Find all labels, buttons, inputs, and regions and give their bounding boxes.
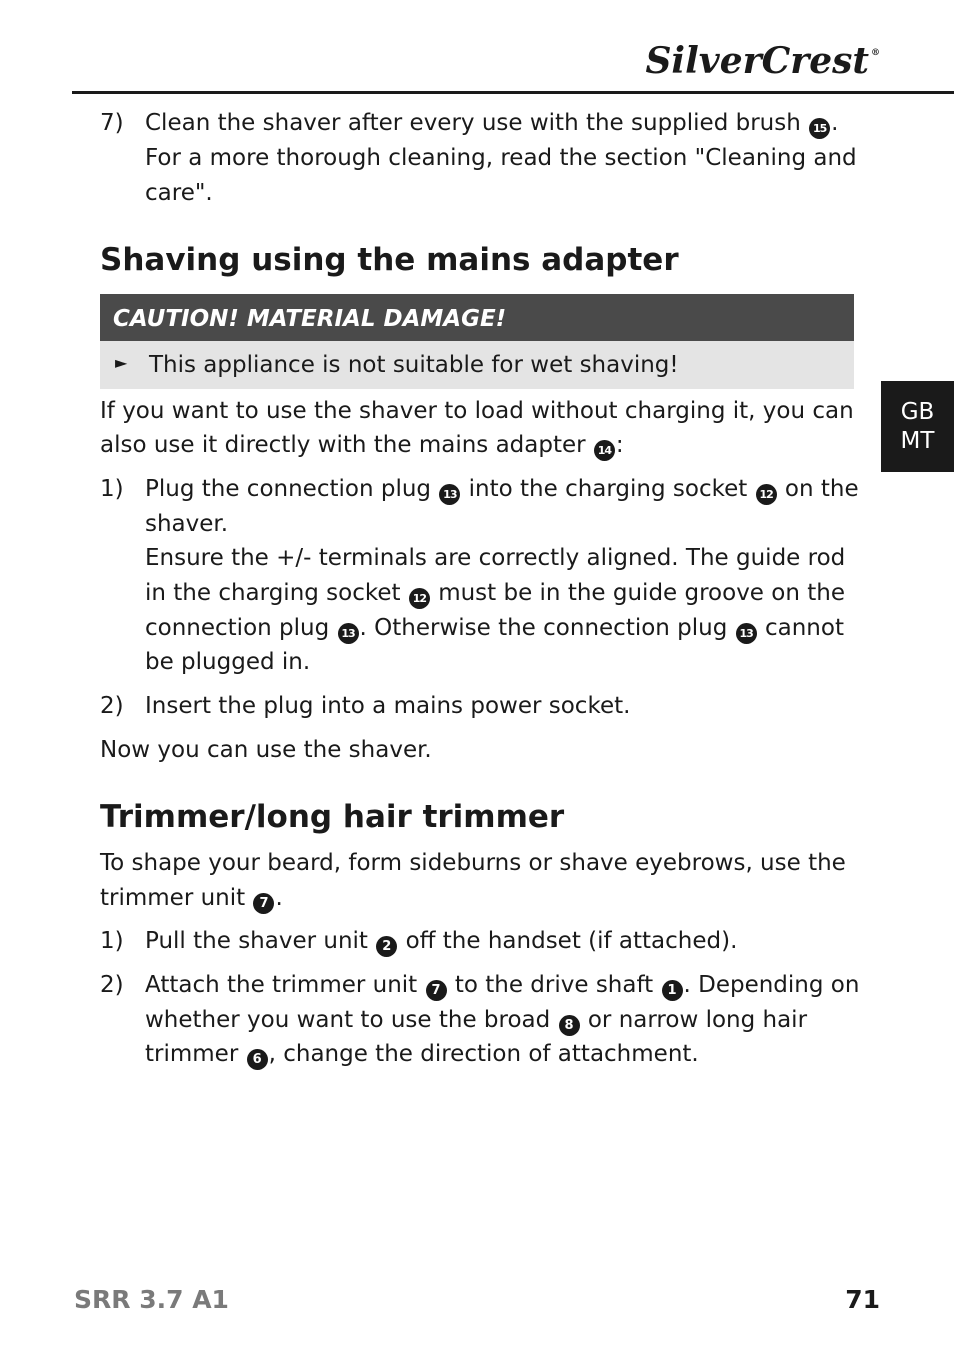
text: whether you want to use the broad [145, 1007, 551, 1033]
caution-heading: CAUTION! MATERIAL DAMAGE! [100, 294, 854, 341]
reference-number-badge: 7 [253, 893, 274, 914]
text: cannot [764, 615, 844, 641]
s1-step1-line2: shaver. [145, 511, 229, 537]
text: trimmer [145, 1041, 239, 1067]
section2-intro-line2 [100, 881, 283, 916]
text: . Depending on [683, 972, 860, 998]
step7-punct: . [831, 110, 839, 136]
step-number: 1) [100, 476, 124, 502]
step7-line3: care". [145, 180, 213, 206]
reference-number-badge: 2 [376, 936, 397, 957]
step7-line2: For a more thorough cleaning, read the section "Cleaning and [145, 145, 857, 171]
reference-number-badge: 13 [736, 623, 757, 644]
reference-number-badge: 13 [338, 623, 359, 644]
s1-step1-line4 [145, 576, 845, 611]
brand-name-part1: Silver [645, 40, 762, 82]
section1-intro-line1: If you want to use the shaver to load without charging it, you can [100, 398, 854, 424]
section1-intro-line2 [100, 428, 624, 463]
s1-step1-line3: Ensure the +/- terminals are correctly aligned. The guide rod [145, 545, 846, 571]
text: trimmer unit [100, 885, 246, 911]
registered-mark: ® [871, 48, 880, 58]
reference-number-badge: 12 [756, 484, 777, 505]
s1-step2-text: Insert the plug into a mains power socket. [145, 693, 631, 719]
s2-step2-line2 [145, 1003, 807, 1038]
text: on the [784, 476, 859, 502]
reference-number-badge: 14 [594, 440, 615, 461]
reference-number-badge: 1 [662, 980, 683, 1001]
text: , change the direction of attachment. [268, 1041, 699, 1067]
text: Attach the trimmer unit [145, 972, 418, 998]
text: . [275, 885, 283, 911]
caution-text: This appliance is not suitable for wet shaving! [149, 352, 679, 378]
step-number: 2) [100, 693, 124, 719]
step-number: 1) [100, 928, 124, 954]
s1-step1-line5 [145, 611, 844, 646]
text: off the handset (if attached). [405, 928, 738, 954]
brand-logo [645, 40, 880, 82]
step-number: 7) [100, 110, 124, 136]
page-number: 71 [845, 1285, 880, 1314]
reference-number-badge: 6 [247, 1049, 268, 1070]
reference-number-badge: 8 [559, 1015, 580, 1036]
s1-step1-line1 [145, 472, 859, 507]
text: connection plug [145, 615, 330, 641]
s2-step1-line [145, 924, 737, 959]
caution-body [100, 341, 854, 389]
text: in the charging socket [145, 580, 401, 606]
text: to the drive shaft [454, 972, 654, 998]
reference-number-badge: 12 [409, 588, 430, 609]
section-heading-mains-adapter: Shaving using the mains adapter [100, 242, 679, 278]
s1-step1-line6: be plugged in. [145, 649, 311, 675]
text: must be in the guide groove on the [438, 580, 845, 606]
intro-punct: : [615, 432, 624, 458]
step7-line1 [145, 106, 838, 141]
reference-number-badge: 15 [809, 118, 830, 139]
s2-step2-line1 [145, 968, 859, 1003]
language-tab-line1: GB [900, 399, 935, 425]
text: . Otherwise the connection plug [359, 615, 728, 641]
step7-text: Clean the shaver after every use with the supplied brush [145, 110, 801, 136]
language-tab-line2: MT [900, 428, 935, 454]
section1-outro: Now you can use the shaver. [100, 737, 432, 763]
section-heading-trimmer: Trimmer/long hair trimmer [100, 799, 565, 835]
section2-intro-line1: To shape your beard, form sideburns or shave eyebrows, use the [100, 850, 846, 876]
text: into the charging socket [468, 476, 748, 502]
text: or narrow long hair [587, 1007, 808, 1033]
text: Plug the connection plug [145, 476, 432, 502]
caution-box [100, 294, 854, 389]
text: Pull the shaver unit [145, 928, 368, 954]
arrow-bullet-icon: ► [115, 353, 128, 372]
header-rule [72, 91, 954, 94]
reference-number-badge: 7 [426, 980, 447, 1001]
step-number: 2) [100, 972, 124, 998]
s2-step2-line3 [145, 1037, 699, 1072]
reference-number-badge: 13 [439, 484, 460, 505]
footer-model-number: SRR 3.7 A1 [74, 1285, 229, 1314]
language-tab [881, 381, 954, 472]
brand-name-part2: Crest [761, 40, 869, 82]
intro-text: also use it directly with the mains adapter [100, 432, 586, 458]
